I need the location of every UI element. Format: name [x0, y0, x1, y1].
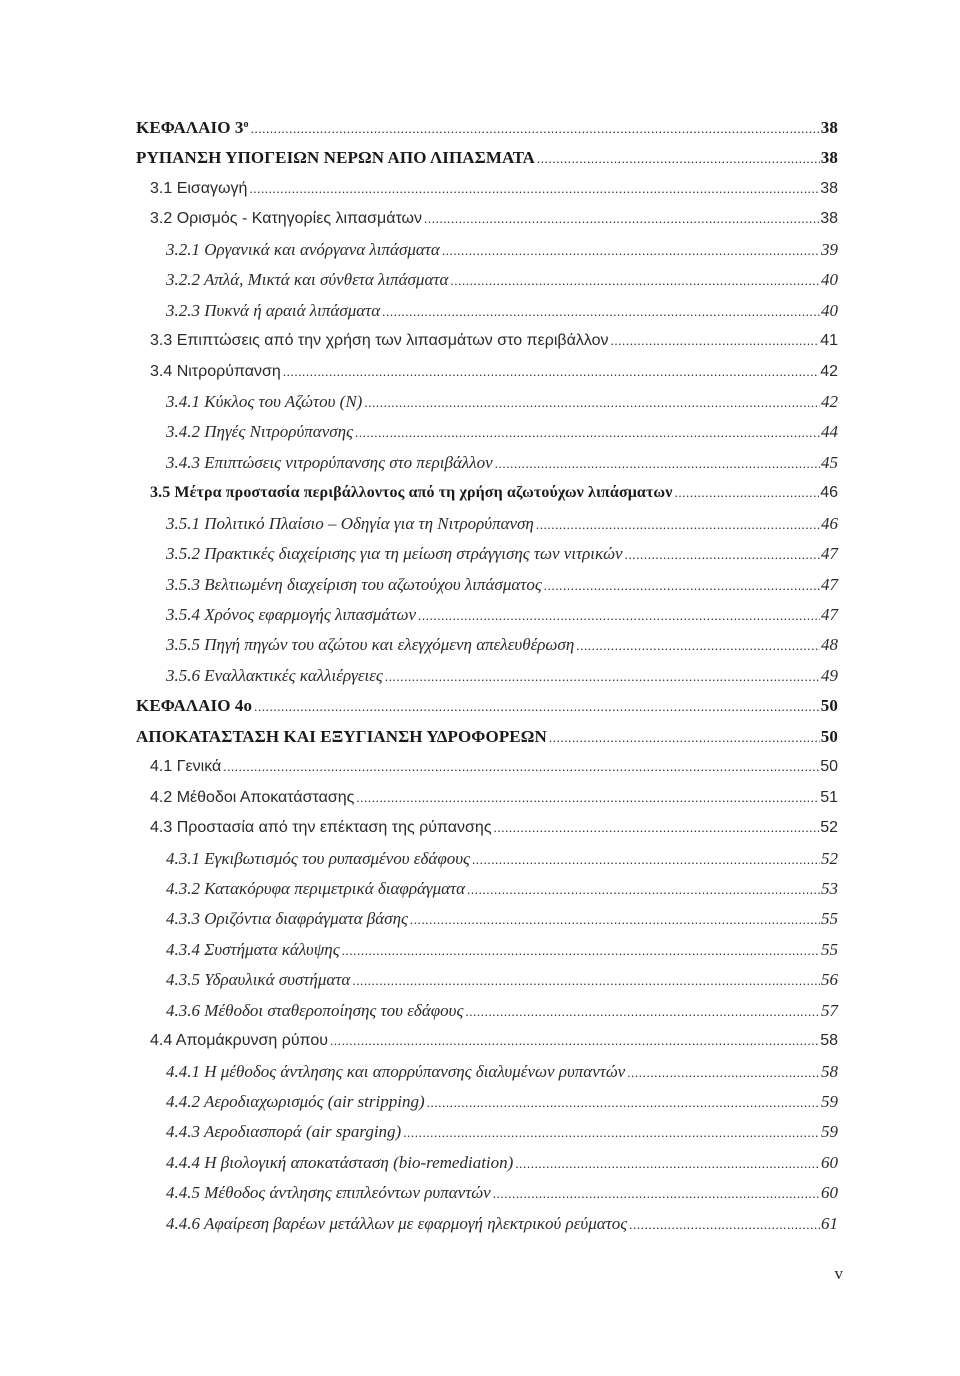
- toc-entry-title-text: 3.3 Επιπτώσεις από την χρήση των λιπασμάτων στο περιβάλλον: [150, 332, 609, 350]
- toc-entry[interactable]: [136, 235, 838, 265]
- toc-entry-title: [166, 630, 574, 660]
- toc-entry-title: [166, 539, 623, 569]
- dot-leader: [410, 905, 820, 935]
- toc-entry-title: [166, 1148, 513, 1178]
- toc-entry[interactable]: [136, 174, 838, 204]
- toc-entry-page-number: 42: [820, 362, 838, 380]
- toc-entry[interactable]: [136, 509, 838, 539]
- toc-entry[interactable]: [136, 661, 838, 691]
- toc-entry-title-text: 4.3.1 Εγκιβωτισμός του ρυπασμένου εδάφους: [166, 848, 470, 868]
- toc-entry-title: [166, 1178, 491, 1208]
- toc-entry-page-number: 48: [821, 635, 838, 655]
- toc-entry[interactable]: [136, 417, 838, 447]
- dot-leader: [450, 266, 820, 296]
- dot-leader: [403, 1118, 820, 1148]
- toc-entry-page-number: 53: [821, 878, 838, 898]
- toc-entry-title: [166, 1087, 425, 1117]
- toc-entry-page-number: 59: [821, 1092, 838, 1111]
- toc-entry[interactable]: [136, 143, 838, 173]
- dot-leader: [382, 297, 820, 327]
- dot-leader: [251, 114, 820, 144]
- toc-entry-title: [150, 174, 247, 204]
- toc-entry-title-text: 4.4.6 Αφαίρεση βαρέων μετάλλων με εφαρμογή ηλεκτρικού ρεύματος: [166, 1213, 628, 1233]
- toc-entry-page-number: 55: [821, 909, 838, 929]
- dot-leader: [472, 845, 820, 875]
- toc-entry-page-number: 61: [821, 1213, 838, 1233]
- toc-entry[interactable]: [136, 935, 838, 965]
- toc-entry[interactable]: [136, 1026, 838, 1056]
- toc-entry[interactable]: [136, 357, 838, 387]
- dot-leader: [465, 997, 820, 1027]
- dot-leader: [495, 449, 820, 479]
- toc-entry-title: [136, 691, 252, 721]
- toc-entry-title-text: 3.2.2 Απλά, Μικτά και σύνθετα λιπάσματα: [166, 270, 449, 290]
- toc-entry-title: [166, 448, 493, 478]
- toc-entry-title: [166, 904, 408, 934]
- dot-leader: [442, 236, 820, 266]
- toc-entry-title: [166, 417, 353, 447]
- toc-entry-title-text: 4.2 Μέθοδοι Αποκατάστασης: [150, 788, 355, 806]
- dot-leader: [627, 1058, 820, 1088]
- toc-entry[interactable]: [136, 752, 838, 782]
- toc-entry-title: [150, 813, 492, 843]
- toc-entry-page-number: 46: [820, 484, 838, 502]
- toc-entry-page-number: 52: [820, 819, 838, 837]
- toc-entry-title: [150, 326, 608, 356]
- toc-entry-title-text: 4.4.5 Μέθοδος άντλησης επιπλεόντων ρυπαντών: [166, 1183, 491, 1203]
- dot-leader: [629, 1210, 820, 1240]
- toc-entry-title: [136, 143, 535, 173]
- dot-leader: [356, 783, 819, 813]
- toc-entry-title-text: 3.4 Νιτρορύπανση: [150, 362, 281, 380]
- toc-entry[interactable]: [136, 691, 838, 721]
- toc-entry-page-number: 42: [821, 391, 838, 411]
- toc-entry-title: [150, 752, 221, 782]
- toc-entry-title: [166, 509, 534, 539]
- toc-entry[interactable]: [136, 448, 838, 478]
- toc-entry-title-text: 4.3.5 Υδραυλικά συστήματα: [166, 970, 351, 990]
- toc-entry-title-text: 3.5.6 Εναλλακτικές καλλιέργειες: [166, 665, 383, 685]
- toc-entry-page-number: 52: [821, 848, 838, 868]
- toc-entry[interactable]: [136, 387, 838, 417]
- toc-entry[interactable]: [136, 722, 838, 752]
- toc-entry-title: [166, 1209, 627, 1239]
- toc-entry-page-number: 41: [820, 332, 838, 350]
- dot-leader: [537, 144, 820, 174]
- dot-leader: [544, 571, 820, 601]
- toc-entry[interactable]: [136, 1209, 838, 1239]
- toc-entry-title: [150, 1026, 328, 1056]
- dot-leader: [249, 174, 819, 204]
- toc-entry-title-text: 4.1 Γενικά: [150, 758, 222, 776]
- dot-leader: [330, 1026, 819, 1056]
- toc-entry[interactable]: [136, 874, 838, 904]
- toc-entry-title: [166, 874, 465, 904]
- toc-entry-title-text: 4.4 Απομάκρυνση ρύπου: [150, 1032, 329, 1050]
- toc-entry-title: [136, 722, 547, 752]
- dot-leader: [223, 752, 819, 782]
- toc-entry-title-text: 3.4.3 Επιπτώσεις νιτρορύπανσης στο περιβάλλον: [166, 452, 493, 472]
- toc-entry-page-number: 38: [820, 210, 838, 228]
- toc-entry-title: [150, 204, 422, 234]
- dot-leader: [610, 326, 819, 356]
- toc-entry-title-text: 4.3.2 Κατακόρυφα περιμετρικά διαφράγματα: [166, 878, 466, 898]
- toc-entry-page-number: 45: [821, 452, 838, 472]
- toc-entry-title-text: 3.1 Εισαγωγή: [150, 179, 248, 197]
- dot-leader: [352, 966, 820, 996]
- toc-entry[interactable]: [136, 965, 838, 995]
- toc-entry-title-text: 3.5.2 Πρακτικές διαχείρισης για τη μείωση στράγγισης των νιτρικών: [166, 544, 623, 564]
- toc-entry-page-number: 50: [820, 696, 838, 716]
- toc-entry-title: [150, 357, 281, 387]
- toc-entry-page-number: 60: [821, 1152, 838, 1172]
- footer-page-number: v: [834, 1264, 843, 1283]
- dot-leader: [493, 1179, 820, 1209]
- toc-entry-page-number: 60: [821, 1183, 838, 1203]
- toc-entry-title: [166, 387, 362, 417]
- dot-leader: [254, 692, 820, 722]
- toc-entry-page-number: 46: [821, 513, 838, 533]
- toc-entry[interactable]: [136, 296, 838, 326]
- toc-entry-title-text: 3.5.1 Πολιτικό Πλαίσιο – Οδηγία για τη Νιτρορύπανση: [166, 513, 534, 533]
- toc-entry-title: [166, 296, 380, 326]
- toc-entry-page-number: 40: [821, 270, 838, 290]
- toc-entry-page-number: 47: [821, 544, 838, 564]
- toc-entry-page-number: 59: [821, 1122, 838, 1142]
- toc-entry-page-number: 44: [821, 422, 838, 442]
- toc-entry[interactable]: [136, 844, 838, 874]
- toc-entry[interactable]: [136, 570, 838, 600]
- dot-leader: [342, 936, 820, 966]
- toc-entry-title-text: 4.3.6 Μέθοδοι σταθεροποίησης του εδάφους: [166, 1000, 464, 1020]
- toc-entry[interactable]: [136, 600, 838, 630]
- toc-entry-page-number: 49: [821, 665, 838, 685]
- toc-entry-title-text: 3.4.2 Πηγές Νιτρορύπανσης: [166, 422, 353, 442]
- toc-entry-page-number: 47: [821, 574, 838, 594]
- toc-entry[interactable]: [136, 904, 838, 934]
- toc-entry-page-number: 38: [820, 148, 838, 168]
- dot-leader: [625, 540, 820, 570]
- toc-entry-title-text: 3.2.3 Πυκνά ή αραιά λιπάσματα: [166, 300, 381, 320]
- toc-entry-page-number: 58: [821, 1061, 838, 1081]
- toc-entry-title-text: 4.4.1 Η μέθοδος άντλησης και απορρύπανσης διαλυμένων ρυπαντών: [166, 1061, 626, 1081]
- toc-entry-page-number: 47: [821, 605, 838, 624]
- toc-entry-title-text: 3.2 Ορισμός - Κατηγορίες λιπασμάτων: [150, 210, 423, 228]
- toc-entry-title-text: ΚΕΦΑΛΑΙΟ 3: [136, 118, 244, 137]
- toc-entry-title-text: 4.4.4 Η βιολογική αποκατάσταση (bio-remediation): [166, 1152, 514, 1172]
- toc-entry[interactable]: [136, 1117, 838, 1147]
- toc-entry-title-text: 4.4.2 Αεροδιαχωρισμός (air stripping): [166, 1092, 425, 1111]
- table-of-contents: [136, 113, 838, 1239]
- toc-entry-title-text: 3.5 Μέτρα προστασία περιβάλλοντος από τη χρήση αζωτούχων λιπάσματων: [150, 484, 673, 502]
- toc-entry-page-number: 57: [821, 1000, 838, 1020]
- toc-entry-title: [136, 113, 249, 143]
- dot-leader: [515, 1149, 820, 1179]
- dot-leader: [424, 204, 819, 234]
- toc-entry[interactable]: [136, 1087, 838, 1117]
- toc-entry-title: [166, 265, 448, 295]
- toc-entry[interactable]: [136, 1057, 838, 1087]
- toc-entry-title-text: ΡΥΠΑΝΣΗ ΥΠΟΓΕΙΩΝ ΝΕΡΩΝ ΑΠΟ ΛΙΠΑΣΜΑΤΑ: [136, 148, 535, 168]
- toc-entry[interactable]: [136, 265, 838, 295]
- toc-entry-page-number: 55: [821, 939, 838, 959]
- dot-leader: [494, 813, 820, 843]
- toc-entry-title: [150, 783, 354, 813]
- toc-entry-title-text: 3.2.1 Οργανικά και ανόργανα λιπάσματα: [166, 239, 440, 259]
- toc-entry-page-number: 38: [820, 179, 838, 197]
- toc-entry-title: [166, 965, 350, 995]
- toc-entry-title-text: 4.3.4 Συστήματα κάλυψης: [166, 939, 340, 959]
- toc-entry-title-text: 4.3 Προστασία από την επέκταση της ρύπανσης: [150, 819, 492, 837]
- toc-entry-page-number: 50: [820, 758, 838, 776]
- toc-entry-page-number: 51: [820, 788, 838, 806]
- toc-entry-title-text: 3.4.1 Κύκλος του Αζώτου (N): [166, 391, 363, 411]
- toc-entry-title-text: ΑΠΟΚΑΤΑΣΤΑΣΗ ΚΑΙ ΕΞΥΓΙΑΝΣΗ ΥΔΡΟΦΟΡΕΩΝ: [136, 726, 547, 746]
- toc-entry-title: [166, 844, 470, 874]
- dot-leader: [467, 875, 820, 905]
- toc-entry-title: [166, 661, 383, 691]
- toc-entry-title: [166, 1117, 401, 1147]
- dot-leader: [364, 388, 820, 418]
- toc-entry-page-number: 40: [821, 300, 838, 320]
- toc-entry-page-number: 56: [821, 970, 838, 990]
- dot-leader: [536, 510, 820, 540]
- toc-entry[interactable]: [136, 204, 838, 234]
- toc-entry-page-number: 50: [820, 726, 838, 746]
- toc-entry-title-text: 3.5.3 Βελτιωμένη διαχείριση του αζωτούχου λιπάσματος: [166, 574, 542, 594]
- toc-entry[interactable]: [136, 813, 838, 843]
- toc-entry-title: [166, 1057, 625, 1087]
- toc-entry[interactable]: [136, 996, 838, 1026]
- toc-entry-title: [166, 996, 463, 1026]
- toc-entry[interactable]: [136, 630, 838, 660]
- toc-entry-title-text: ΚΕΦΑΛΑΙΟ 4ο: [136, 696, 253, 716]
- toc-entry-title: [166, 935, 340, 965]
- toc-entry[interactable]: [136, 478, 838, 508]
- toc-entry[interactable]: [136, 539, 838, 569]
- toc-entry-title-text: 3.5.4 Χρόνος εφαρμογής λιπασμάτων: [166, 605, 416, 624]
- dot-leader: [576, 631, 820, 661]
- toc-entry-page-number: 58: [820, 1032, 838, 1050]
- toc-entry[interactable]: [136, 1148, 838, 1178]
- toc-entry[interactable]: [136, 326, 838, 356]
- toc-entry-title-text: 3.5.5 Πηγή πηγών του αζώτου και ελεγχόμενη απελευθέρωση: [166, 635, 575, 655]
- toc-entry[interactable]: [136, 1178, 838, 1208]
- dot-leader: [385, 662, 820, 692]
- toc-entry-title: [166, 235, 440, 265]
- toc-entry[interactable]: [136, 783, 838, 813]
- dot-leader: [674, 478, 819, 508]
- toc-entry-title: [150, 478, 672, 508]
- toc-entry[interactable]: [136, 113, 838, 143]
- toc-entry-title-text: 4.3.3 Οριζόντια διαφράγματα βάσης: [166, 909, 408, 929]
- dot-leader: [283, 357, 819, 387]
- dot-leader: [355, 418, 820, 448]
- toc-entry-title-text: 4.4.3 Αεροδιασπορά (air sparging): [166, 1122, 402, 1142]
- toc-entry-page-number: 39: [821, 239, 838, 259]
- dot-leader: [549, 723, 820, 753]
- dot-leader: [427, 1088, 820, 1118]
- toc-entry-superscript: ο: [243, 119, 249, 130]
- toc-entry-page-number: 38: [820, 118, 838, 137]
- toc-entry-title: [166, 600, 416, 630]
- dot-leader: [418, 601, 820, 631]
- toc-entry-title: [166, 570, 542, 600]
